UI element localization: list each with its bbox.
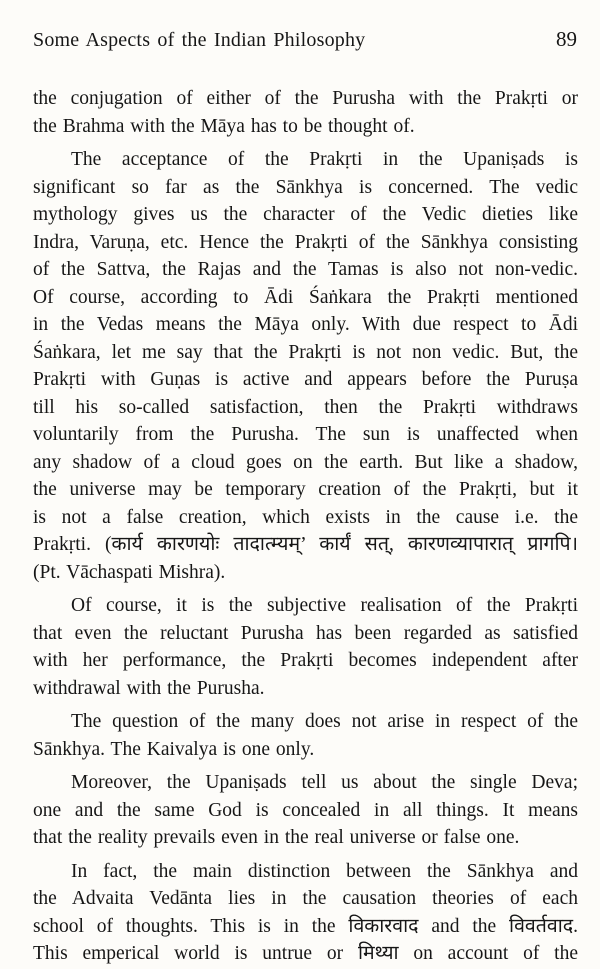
paragraph <box>33 769 578 852</box>
text-line: any shadow of a cloud goes on the earth. But like a shadow, <box>33 451 578 473</box>
paragraph <box>33 858 578 968</box>
text-line: with her performance, the Prakṛti becomes independent after <box>33 650 578 671</box>
text-line: Of course, according to Ādi Śaṅkara the Prakṛti mentioned <box>33 286 578 308</box>
text-line: (Pt. Vāchaspati Mishra). <box>33 561 226 583</box>
text-line: mythology gives us the character of the Vedic dieties like <box>33 204 578 225</box>
text-line: Of course, it is the subjective realisation of the Prakṛti <box>71 595 578 616</box>
text-line: till his so-called satisfaction, then the Prakṛti withdraws <box>33 396 578 418</box>
text-line: Indra, Varuṇa, etc. Hence the Prakṛti of the Sānkhya consisting <box>33 231 578 253</box>
running-header <box>0 0 600 52</box>
text-line: The question of the many does not arise in respect of the <box>71 711 578 732</box>
text-line: of the Sattva, the Rajas and the Tamas is also not non-vedic. <box>33 259 578 280</box>
page-number: 89 <box>556 27 577 51</box>
text-line: the universe may be temporary creation of the Prakṛti, but it <box>33 479 578 500</box>
text-line: Śaṅkara, let me say that the Prakṛti is not non vedic. But, the <box>33 341 578 363</box>
page-body <box>0 85 600 968</box>
text-line: that the reality prevails even in the real universe or false one. <box>33 827 520 848</box>
text-line: This emperical world is untrue or मिथ्या on account of the <box>33 943 578 964</box>
text-line: Sānkhya. The Kaivalya is one only. <box>33 738 315 760</box>
text-line: in the Vedas means the Māya only. With due respect to Ādi <box>33 314 578 335</box>
text-line: In fact, the main distinction between the Sānkhya and <box>71 860 578 882</box>
text-line: that even the reluctant Purusha has been regarded as satisfied <box>33 622 578 644</box>
paragraph <box>33 592 578 702</box>
text-line: withdrawal with the Purusha. <box>33 677 265 699</box>
text-line: significant so far as the Sānkhya is concerned. The vedic <box>33 176 578 198</box>
text-line: The acceptance of the Prakṛti in the Upaniṣads is <box>71 149 578 170</box>
paragraph <box>33 85 578 140</box>
text-line: the Advaita Vedānta lies in the causation theories of each <box>33 888 578 909</box>
text-line: the Brahma with the Māya has to be thought of. <box>33 115 415 137</box>
text-line: school of thoughts. This is in the विकारवाद and the विवर्तवाद. <box>33 915 578 937</box>
text-line: Prakṛti with Guṇas is active and appears before the Puruṣa <box>33 369 578 390</box>
paragraph <box>33 146 578 586</box>
running-header-title: Some Aspects of the Indian Philosophy <box>33 29 366 51</box>
text-line: the conjugation of either of the Purusha with the Prakṛti or <box>33 88 578 109</box>
text-line: voluntarily from the Purusha. The sun is unaffected when <box>33 424 578 445</box>
text-line: Moreover, the Upaniṣads tell us about the single Deva; <box>71 772 578 793</box>
text-line: one and the same God is concealed in all things. It means <box>33 799 578 821</box>
text-line: is not a false creation, which exists in the cause i.e. the <box>33 506 578 528</box>
text-line: Prakṛti. (कार्य कारणयोः तादात्म्यम्’ कार्यं सत्, कारणव्यापारात् प्रागपि। <box>33 534 578 555</box>
paragraph <box>33 708 578 763</box>
